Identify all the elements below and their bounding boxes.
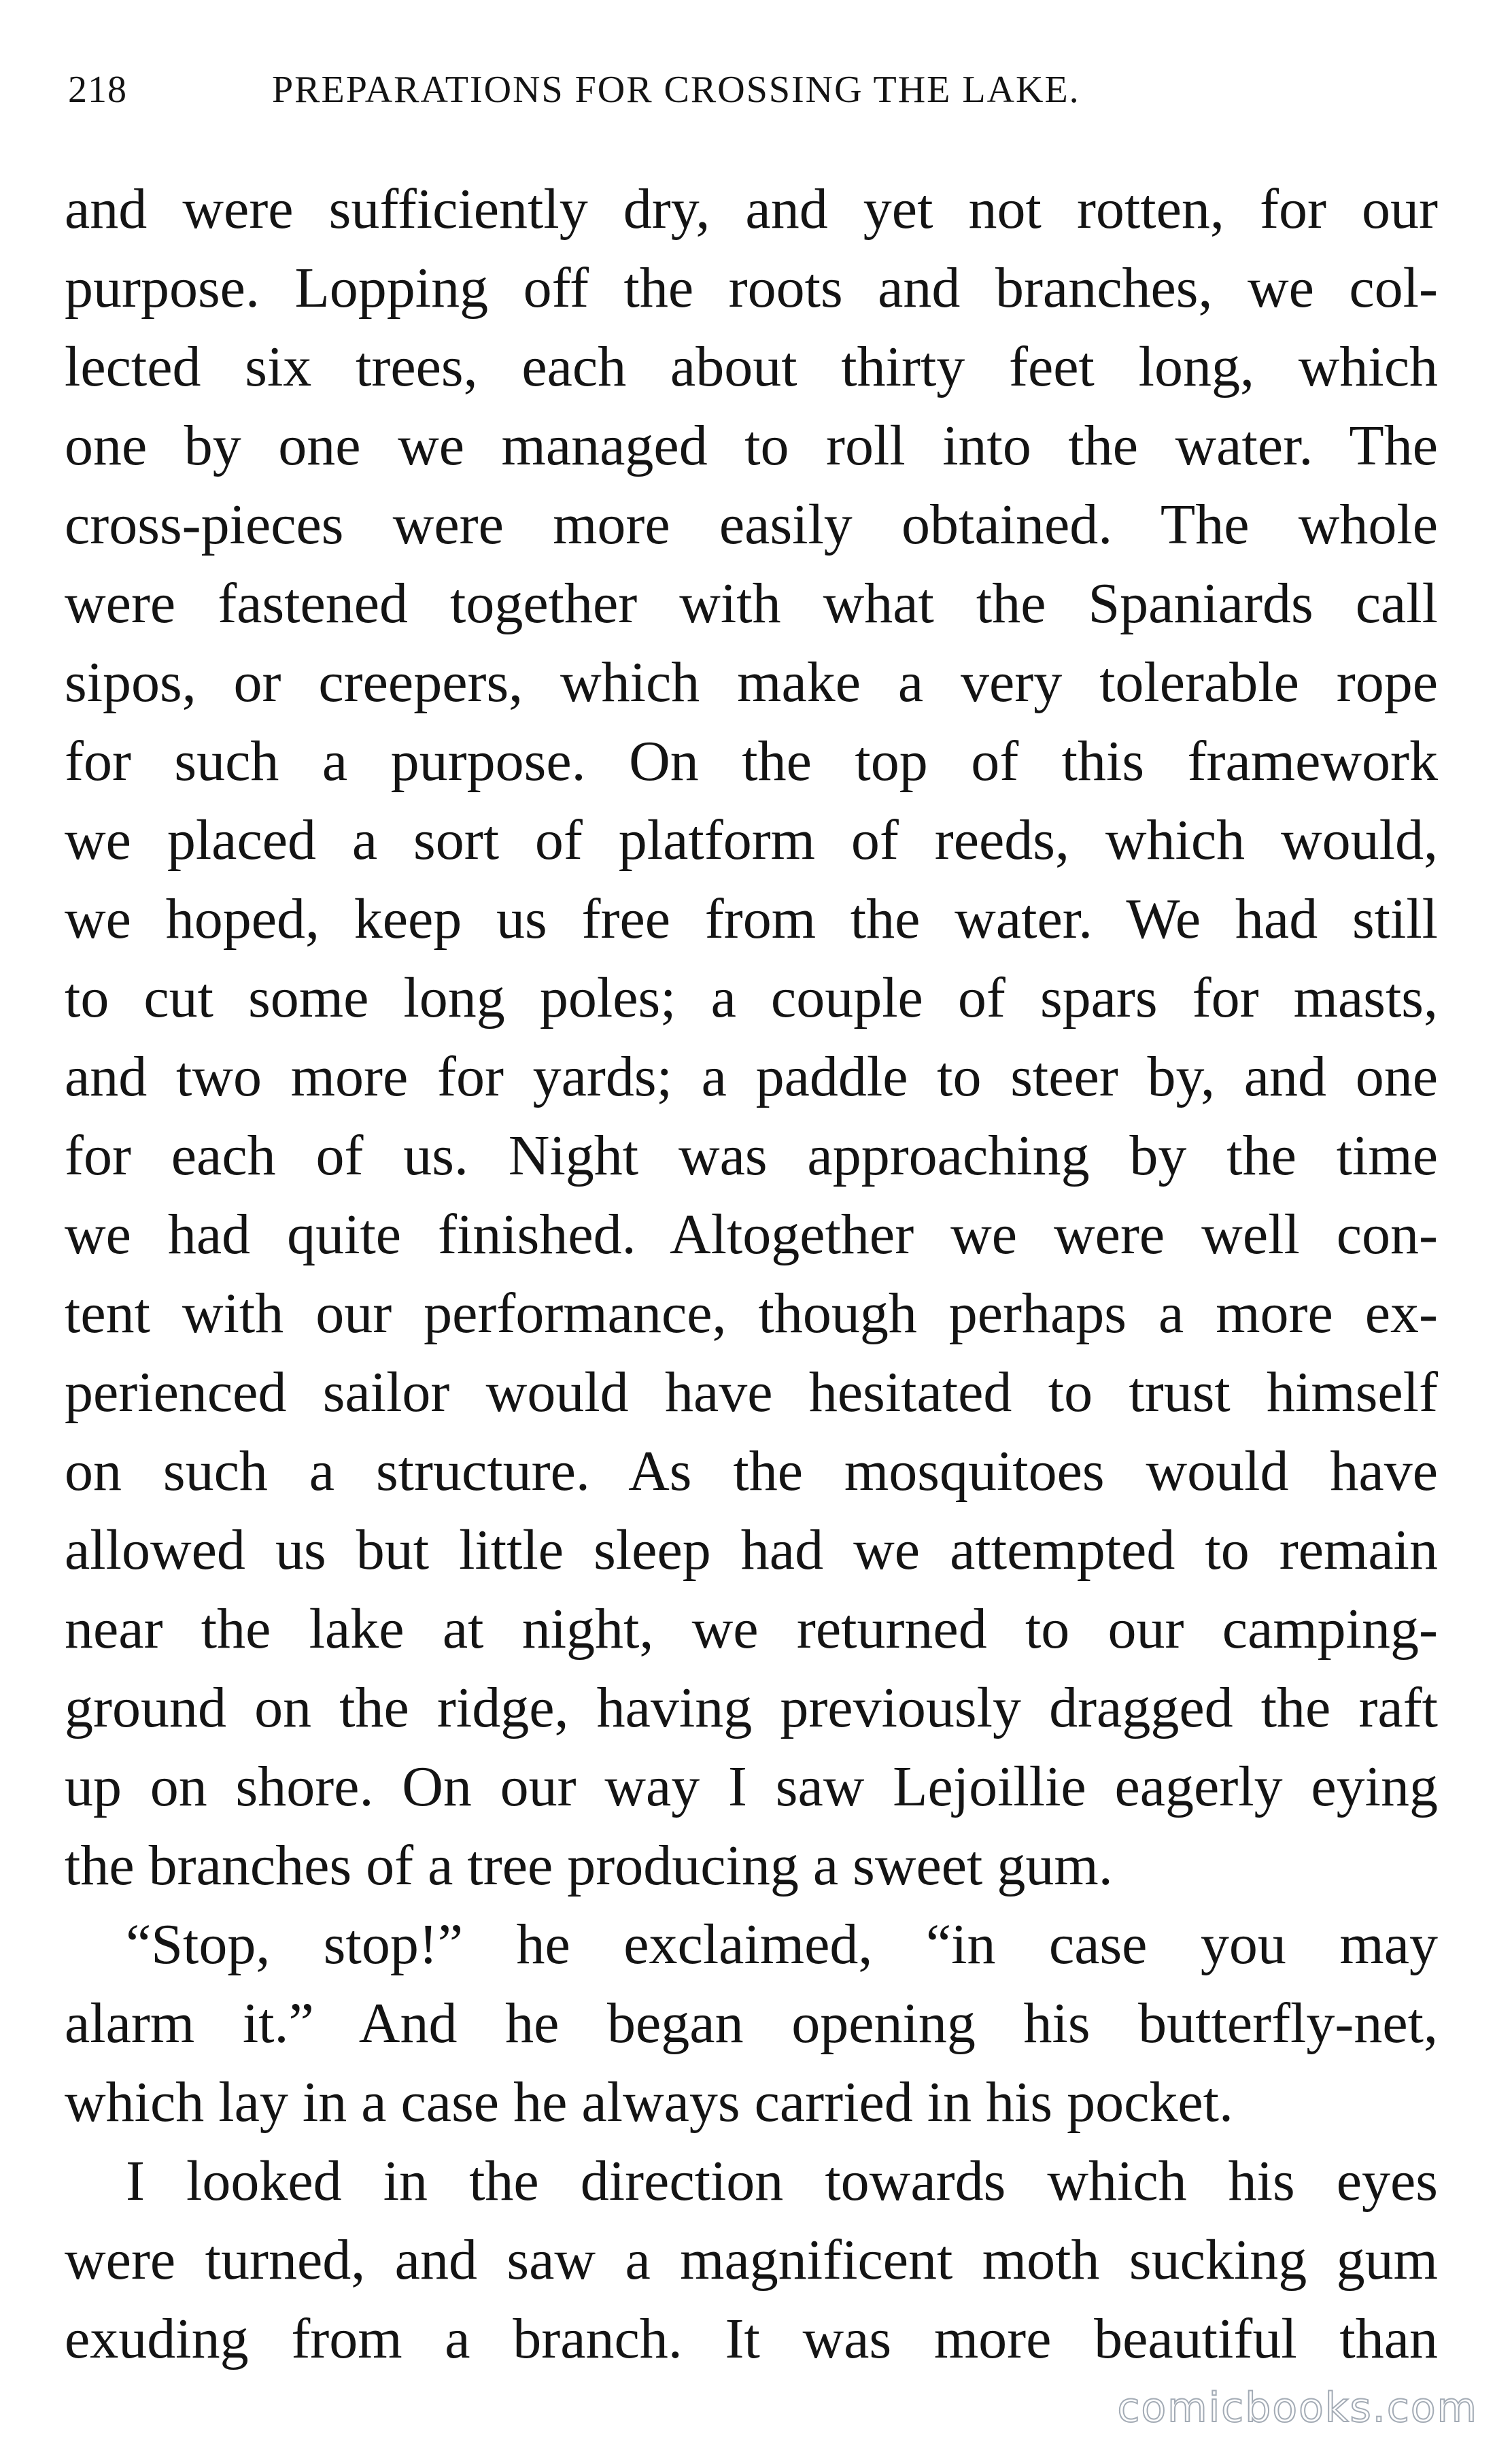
text-line: purpose. Lopping off the roots and branches, we col- (65, 256, 1438, 320)
text-line: ground on the ridge, having previously dragged the raft (65, 1676, 1438, 1739)
text-line: and were sufficiently dry, and yet not rotten, for our (65, 177, 1438, 241)
text-line: perienced sailor would have hesitated to trust himself (65, 1361, 1438, 1424)
page-number: 218 (68, 69, 127, 111)
text-line: tent with our performance, though perhaps a more ex- (65, 1282, 1438, 1345)
text-line: cross-pieces were more easily obtained. The whole (65, 493, 1438, 556)
text-line: we had quite finished. Altogether we were well con- (65, 1203, 1438, 1266)
chapter-header-title: PREPARATIONS FOR CROSSING THE LAKE. (272, 69, 1080, 111)
running-head (68, 63, 1434, 117)
body-text (65, 170, 1438, 2379)
text-line: lected six trees, each about thirty feet long, which (65, 335, 1438, 398)
text-line: sipos, or creepers, which make a very tolerable rope (65, 651, 1438, 714)
text-line: for such a purpose. On the top of this framework (65, 730, 1438, 793)
text-line: for each of us. Night was approaching by the time (65, 1124, 1438, 1187)
text-line: allowed us but little sleep had we attempted to remain (65, 1518, 1438, 1582)
text-line: the branches of a tree producing a sweet gum. (65, 1834, 1113, 1897)
text-line: near the lake at night, we returned to our camping- (65, 1597, 1438, 1661)
watermark-logo: comicbooks.com (1117, 2384, 1478, 2432)
text-line: were turned, and saw a magnificent moth sucking gum (65, 2228, 1438, 2292)
text-line: we hoped, keep us free from the water. We had still (65, 887, 1438, 951)
text-line: one by one we managed to roll into the water. The (65, 414, 1438, 477)
text-line: to cut some long poles; a couple of spars for masts, (65, 966, 1438, 1030)
text-line: exuding from a branch. It was more beautiful than (65, 2307, 1438, 2370)
text-line: up on shore. On our way I saw Lejoillie eagerly eying (65, 1755, 1438, 1818)
text-line: “Stop, stop!” he exclaimed, “in case you may (126, 1913, 1438, 1976)
text-line: which lay in a case he always carried in his pocket. (65, 2071, 1234, 2134)
text-line: we placed a sort of platform of reeds, which would, (65, 809, 1438, 872)
text-line: were fastened together with what the Spaniards call (65, 572, 1438, 635)
text-line: on such a structure. As the mosquitoes would have (65, 1440, 1438, 1503)
text-line: and two more for yards; a paddle to steer by, and one (65, 1045, 1438, 1108)
text-line: alarm it.” And he began opening his butterfly-net, (65, 1992, 1438, 2055)
text-line: I looked in the direction towards which his eyes (126, 2149, 1438, 2213)
